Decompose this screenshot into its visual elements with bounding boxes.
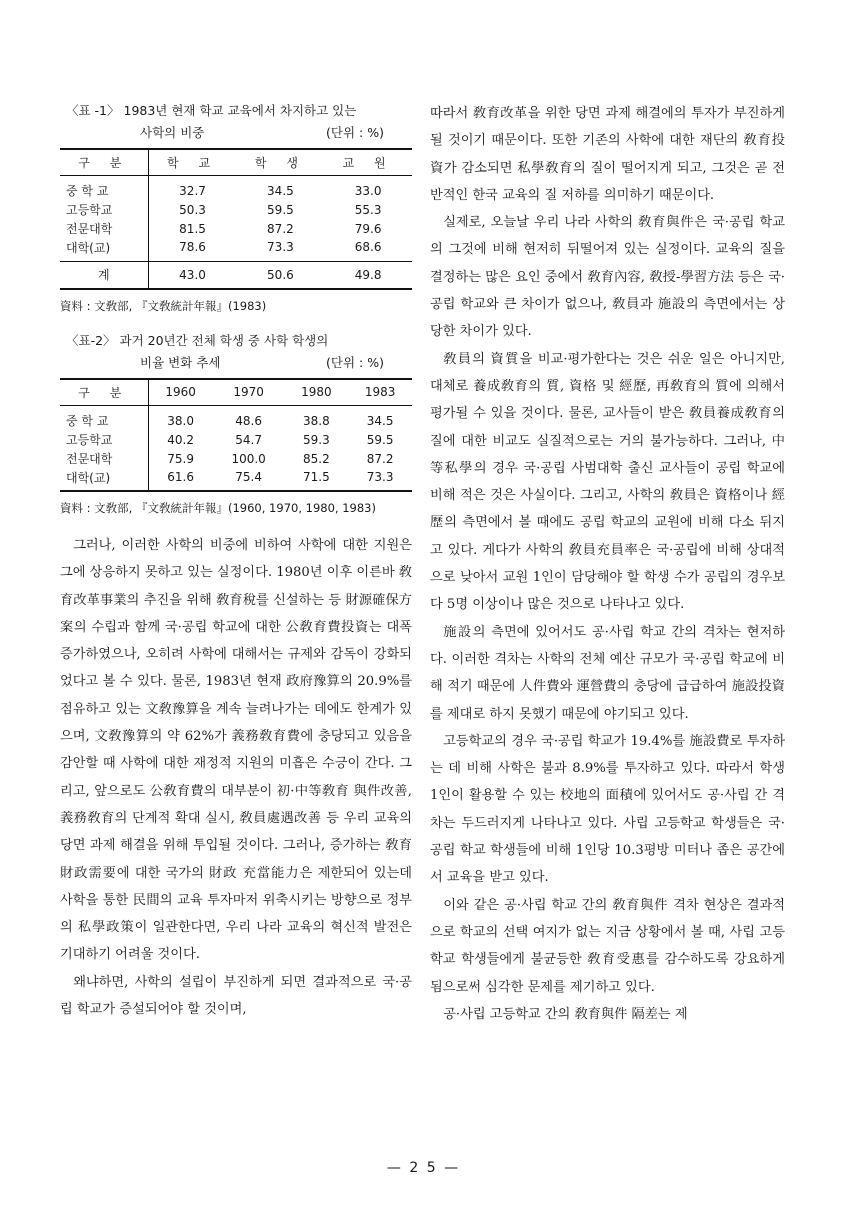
paragraph: 敎員의 資質을 비교·평가한다는 것은 쉬운 일은 아니지만, 대체로 養成敎育의 質, 資格 및 經歷, 再敎育의 質에 의해서 평가될 수 있을 것이다. 물론, 교사들이 받은 敎員養成敎育의 질에 대한 비교도 실질적으로는 거의 불가능하다. 그러나, 中等私學의 경우 국·공립 사범대학 출신 교사들이 공립 학교에 비해 적은 것은 사실이다. 그리고, 사학의 敎員은 資格이나 經歷의 측면에서 볼 때에도 공립 학교의 교원에 비해 다소 뒤지고 있다. 게다가 사학의 敎員充員率은 국·공립에 비해 상대적으로 낮아서 교원 1인이 담당해야 할 학생 수가 공립의 경우보다 5명 이상이나 많은 것으로 나타나고 있다. bbox=[430, 351, 785, 613]
table-cell: 68.6 bbox=[324, 238, 412, 261]
table2-header-cell: 1960 bbox=[148, 379, 213, 405]
paragraph: 施設의 측면에 있어서도 공·사립 학교 간의 격차는 현저하다. 이러한 격차는 사학의 전체 예산 규모가 국·공립 학교에 비해 적기 때문에 人件費와 運營費의 충당에 급급하여 施設投資를 제대로 하지 못했기 때문에 야기되고 있다. bbox=[430, 624, 785, 722]
table-cell: 81.5 bbox=[179, 221, 206, 236]
table-cell: 79.6 bbox=[354, 221, 382, 236]
table1-header-cell: 학 생 bbox=[237, 149, 325, 175]
table-cell: 34.5 bbox=[366, 413, 394, 428]
row-label: 고등학교 bbox=[60, 430, 148, 449]
table-cell: 50.3 bbox=[179, 202, 206, 217]
paragraph: 그러나, 이러한 사학의 비중에 비하여 사학에 대한 지원은 그에 상응하지 못하고 있는 실정이다. 1980년 이후 이른바 敎育改革事業의 추진을 위해 敎育稅를 신설하는 등 財源確保方案의 수립과 함께 국·공립 학교에 대한 公敎育費投資는 대폭 증가하였으나, 오히려 사학에 대해서는 규제와 감독이 강화되었다고 볼 수 있다. 물론, 1983년 현재 政府豫算의 20.9%를 점유하고 있는 文敎豫算을 계속 늘려나가는 데에도 한계가 있으며, 文敎豫算의 약 62%가 義務敎育費에 충당되고 있음을 감안할 때 사학에 대한 재정적 지원의 미흡은 수긍이 간다. 그리고, 앞으로도 公敎育費의 대부분이 初·中等敎育 與件改善, 義務敎育의 단계적 확대 실시, 敎員處遇改善 등 우리 교육의 당면 과제 해결을 위해 투입될 것이다. 그러나, 증가하는 敎育財政需要에 대한 국가의 財政 充當能力은 제한되어 있는데 사학을 통한 民間의 교육 투자마저 위축시키는 방향으로 정부의 私學政策이 일관한다면, 우리 나라 교육의 혁신적 발전은 기대하기 어려울 것이다. bbox=[60, 538, 412, 963]
table-row bbox=[60, 468, 412, 491]
table-row bbox=[60, 449, 412, 468]
table-cell: 87.2 bbox=[267, 221, 294, 236]
page-number: — 2 5 — bbox=[386, 1160, 461, 1176]
paragraph: 공·사립 고등학교 간의 敎育與件 隔差는 제 bbox=[443, 1006, 688, 1022]
table1-caption bbox=[60, 100, 412, 144]
table-cell: 71.5 bbox=[284, 468, 348, 491]
table2-header-cell: 1983 bbox=[348, 379, 412, 405]
table-cell: 87.2 bbox=[366, 451, 394, 466]
table-cell: 78.6 bbox=[148, 238, 237, 261]
table2-caption-line1: 〈표-2〉 과거 20년간 전체 학생 중 사학 학생의 bbox=[66, 333, 329, 348]
right-column bbox=[430, 100, 785, 1028]
table-cell: 40.2 bbox=[167, 432, 194, 447]
table-row bbox=[60, 430, 412, 449]
table-cell: 38.0 bbox=[167, 413, 194, 428]
table-cell: 59.5 bbox=[267, 202, 294, 217]
paragraph: 왜냐하면, 사학의 설립이 부진하게 되면 결과적으로 국·공립 학교가 증설되어야 할 것이며, bbox=[60, 974, 412, 1018]
table2-source: 資料 : 文敎部, 『文敎統計年報』(1960, 1970, 1980, 1983) bbox=[60, 501, 376, 515]
row-label: 전문대학 bbox=[60, 219, 148, 238]
table2-unit: (단위 : %) bbox=[326, 355, 384, 370]
table-cell: 32.7 bbox=[179, 183, 206, 198]
table-cell: 50.6 bbox=[237, 261, 325, 289]
paragraph: 따라서 敎育改革을 위한 당면 과제 해결에의 투자가 부진하게 될 것이기 때문이다. 또한 기존의 사학에 대한 재단의 敎育投資가 감소되면 私學敎育의 질이 떨어지게 되고, 그것은 곧 전반적인 한국 교육의 질 저하를 의미하기 때문이다. bbox=[430, 106, 785, 203]
table-cell: 59.3 bbox=[303, 432, 330, 447]
paragraph: 고등학교의 경우 국·공립 학교가 19.4%를 施設費로 투자하는 데 비해 사학은 불과 8.9%를 투자하고 있다. 따라서 학생 1인이 활용할 수 있는 校地의 面積에 있어서도 공·사립 간 격차는 두드러지게 나타나고 있다. 사립 고등학교 학생들은 국·공립 학교 학생들에 비해 1인당 10.3평방 미터나 좁은 공간에서 교육을 받고 있다. bbox=[430, 733, 785, 886]
table-cell: 33.0 bbox=[354, 183, 382, 198]
row-label: 전문대학 bbox=[60, 449, 148, 468]
table2-header-cell: 구 분 bbox=[60, 379, 148, 405]
table2-caption-line2: 비율 변화 추세 bbox=[140, 355, 221, 370]
table1-unit: (단위 : %) bbox=[326, 125, 384, 140]
left-body-text bbox=[60, 532, 412, 1023]
table1-header-cell: 구 분 bbox=[60, 149, 148, 175]
table1-caption-line1: 〈표 -1〉 1983년 현재 학교 교육에서 차지하고 있는 bbox=[66, 103, 357, 118]
table-cell: 49.8 bbox=[324, 261, 412, 289]
table-cell: 59.5 bbox=[366, 432, 394, 447]
table1 bbox=[60, 148, 412, 290]
table-cell: 48.6 bbox=[235, 413, 262, 428]
table-cell: 38.8 bbox=[303, 413, 330, 428]
table1-header-row bbox=[60, 149, 412, 175]
row-label: 계 bbox=[60, 261, 148, 289]
table2 bbox=[60, 378, 412, 492]
paragraph: 이와 같은 공·사립 학교 간의 敎育與件 격차 현상은 결과적으로 학교의 선택 여지가 없는 지금 상황에서 볼 때, 사립 고등학교 학생들에게 불균등한 敎育受惠를 감수하도록 강요하게 됨으로써 심각한 문제를 제기하고 있다. bbox=[430, 897, 785, 995]
left-column bbox=[60, 100, 412, 1023]
table2-caption bbox=[60, 330, 412, 374]
table-cell: 54.7 bbox=[235, 432, 262, 447]
row-label: 대학(교) bbox=[60, 238, 148, 261]
table1-caption-line2: 사학의 비중 bbox=[140, 125, 205, 140]
table-row bbox=[60, 405, 412, 430]
table-cell: 75.9 bbox=[167, 451, 194, 466]
table-cell: 100.0 bbox=[231, 451, 266, 466]
table-cell: 55.3 bbox=[354, 202, 382, 217]
table1-source: 資料 : 文敎部, 『文敎統計年報』(1983) bbox=[60, 299, 267, 313]
table2-header-row bbox=[60, 379, 412, 405]
table-cell: 34.5 bbox=[267, 183, 294, 198]
table-cell: 43.0 bbox=[148, 261, 237, 289]
row-label: 고등학교 bbox=[60, 200, 148, 219]
paragraph: 실제로, 오늘날 우리 나라 사학의 敎育與件은 국·공립 학교의 그것에 비해 현저히 뒤떨어져 있는 실정이다. 교육의 질을 결정하는 많은 요인 중에서 敎育內容, 敎授-學習方法 등은 국·공립 학교와 큰 차이가 없으나, 敎員과 施設의 측면에서는 상당한 차이가 있다. bbox=[430, 215, 785, 340]
table2-header-cell: 1970 bbox=[213, 379, 285, 405]
table-row bbox=[60, 200, 412, 219]
table-cell: 85.2 bbox=[303, 451, 330, 466]
table1-header-cell: 교 원 bbox=[324, 149, 412, 175]
table-row bbox=[60, 175, 412, 200]
table2-header-cell: 1980 bbox=[284, 379, 348, 405]
row-label: 중 학 교 bbox=[60, 405, 148, 430]
table-cell: 73.3 bbox=[348, 468, 412, 491]
table-cell: 75.4 bbox=[213, 468, 285, 491]
table-cell: 73.3 bbox=[237, 238, 325, 261]
row-label: 대학(교) bbox=[60, 468, 148, 491]
table-row bbox=[60, 238, 412, 261]
table1-header-cell: 학 교 bbox=[148, 149, 237, 175]
table-cell: 61.6 bbox=[148, 468, 213, 491]
table1-total-row bbox=[60, 261, 412, 289]
row-label: 중 학 교 bbox=[60, 175, 148, 200]
table-row bbox=[60, 219, 412, 238]
